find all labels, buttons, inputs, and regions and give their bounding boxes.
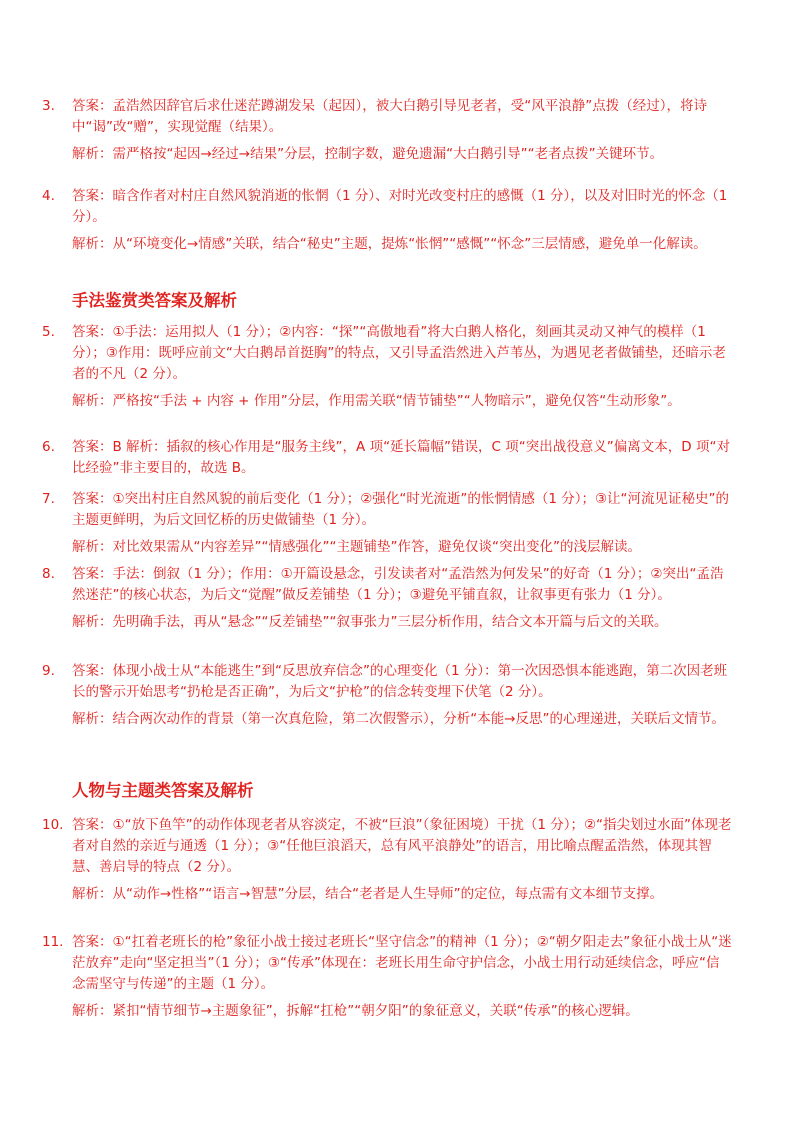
item-number: 3. [42,98,55,114]
item-number: 11. [42,934,64,950]
question-item-5 [42,322,732,412]
item-number: 9. [42,663,55,679]
item-number: 4. [42,188,55,204]
section-heading-technique: 手法鉴赏类答案及解析 [72,291,237,310]
analysis-text: 解析：从“动作→性格”“语言→智慧”分层，结合“老者是人生导师”的定位，每点需有文本细节支撑。 [72,886,664,902]
question-item-6 [42,437,732,479]
answer-text: 答案：B 解析：插叙的核心作用是“服务主线”，A 项“延长篇幅”错误，C 项“突出战役意义”偏离文本，D 项“对比经验”非主要目的，故选 B。 [72,439,730,476]
section-heading-character: 人物与主题类答案及解析 [72,781,254,800]
analysis-text: 解析：严格按“手法 + 内容 + 作用”分层，作用需关联“情节铺垫”“人物暗示”，避免仅答“生动形象”。 [72,393,681,409]
answer-text: 答案：孟浩然因辞官后求仕迷茫蹲湖发呆（起因），被大白鹅引导见老者，受“风平浪静”点拨（经过），将诗中“谒”改“赠”，实现觉醒（结果）。 [72,98,707,135]
item-number: 5. [42,324,55,340]
analysis-text: 解析：先明确手法，再从“悬念”“反差铺垫”“叙事张力”三层分析作用，结合文本开篇与后文的关联。 [72,614,668,630]
answer-text: 答案：①手法：运用拟人（1 分）；②内容：“探”“高傲地看”将大白鹅人格化，刻画其灵动又神气的模样（1 分）；③作用：既呼应前文“大白鹅昂首挺胸”的特点，又引导孟浩然进入芦苇丛，为遇见老者做铺垫，还暗示老者的不凡（2 分）。 [72,324,726,382]
answer-text: 答案：手法：倒叙（1 分）；作用：①开篇设悬念，引发读者对“孟浩然为何发呆”的好奇（1 分）；②突出“孟浩然迷茫”的核心状态，为后文“觉醒”做反差铺垫（1 分）；③避免平铺直叙，让叙事更有张力（1 分）。 [72,566,724,603]
item-number: 7. [42,491,55,507]
question-item-11 [42,932,732,1022]
question-item-10 [42,815,732,905]
item-number: 10. [42,817,64,833]
question-item-3 [42,96,732,165]
question-item-8 [42,564,732,633]
answer-text: 答案：①“扛着老班长的枪”象征小战士接过老班长“坚守信念”的精神（1 分）；②“朝夕阳走去”象征小战士从“迷茫放弃”走向“坚定担当”（1 分）；③“传承”体现在：老班长用生命守护信念，小战士用行动延续信念，呼应“信念需坚守与传递”的主题（1 分）。 [72,934,732,992]
question-item-7 [42,489,732,558]
analysis-text: 解析：从“环境变化→情感”关联，结合“秘史”主题，提炼“怅惘”“感慨”“怀念”三层情感，避免单一化解读。 [72,236,707,252]
answer-text: 答案：①“放下鱼竿”的动作体现老者从容淡定，不被“巨浪”（象征困境）干扰（1 分）；②“指尖划过水面”体现老者对自然的亲近与通透（1 分）；③“任他巨浪滔天，总有风平浪静处”的语言，用比喻点醒孟浩然，体现其智慧、善启导的特点（2 分）。 [72,817,732,875]
analysis-text: 解析：对比效果需从“内容差异”“情感强化”“主题铺垫”作答，避免仅谈“突出变化”的浅层解读。 [72,539,641,555]
question-item-4 [42,186,732,255]
answer-text: 答案：①突出村庄自然风貌的前后变化（1 分）；②强化“时光流逝”的怅惘情感（1 分）；③让“河流见证秘史”的主题更鲜明，为后文回忆桥的历史做铺垫（1 分）。 [72,491,730,528]
question-item-9 [42,661,732,730]
item-number: 8. [42,566,55,582]
analysis-text: 解析：结合两次动作的背景（第一次真危险，第二次假警示），分析“本能→反思”的心理递进，关联后文情节。 [72,711,726,727]
analysis-text: 解析：紧扣“情节细节→主题象征”，拆解“扛枪”“朝夕阳”的象征意义，关联“传承”的核心逻辑。 [72,1003,639,1019]
item-number: 6. [42,439,55,455]
answer-text: 答案：体现小战士从“本能逃生”到“反思放弃信念”的心理变化（1 分）：第一次因恐惧本能逃跑，第二次因老班长的警示开始思考“扔枪是否正确”，为后文“护枪”的信念转变埋下伏笔（2 分）。 [72,663,728,700]
analysis-text: 解析：需严格按“起因→经过→结果”分层，控制字数，避免遗漏“大白鹅引导”“老者点拨”关键环节。 [72,146,664,162]
answer-text: 答案：暗含作者对村庄自然风貌消逝的怅惘（1 分）、对时光改变村庄的感慨（1 分），以及对旧时光的怀念（1 分）。 [72,188,728,225]
